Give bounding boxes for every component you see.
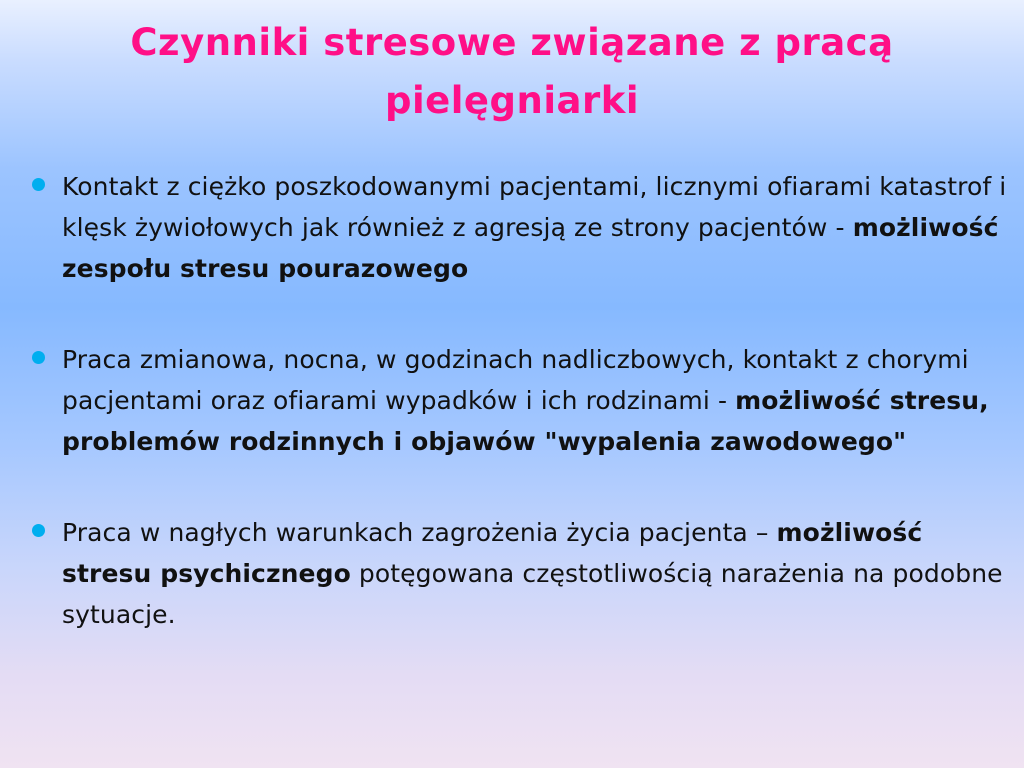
title-line-2: pielęgniarki [384,79,640,122]
bullet-trailing-text: potęgowana częstotliwością narażenia na podobne sytuacje. [62,559,1003,629]
bullet-dot-icon [32,178,45,191]
bullet-list [30,166,1010,635]
bullet-text: Kontakt z ciężko poszkodowanymi pacjentami, licznymi ofiarami katastrof i klęsk żywiołowych jak również z agresją ze strony pacjentów - [62,172,1007,242]
bullet-item [30,166,1010,289]
bullet-text: Praca w nagłych warunkach zagrożenia życia pacjenta – [62,518,777,547]
bullet-dot-icon [32,524,45,537]
bullet-bold-text: możliwość stresu, problemów rodzinnych i objawów "wypalenia zawodowego" [62,386,989,456]
slide-title [40,14,984,130]
bullet-bold-text: możliwość stresu psychicznego [62,518,923,588]
title-line-1: Czynniki stresowe związane z pracą [130,21,894,64]
bullet-text: Praca zmianowa, nocna, w godzinach nadliczbowych, kontakt z chorymi pacjentami oraz ofiarami wypadków i ich rodzinami - [62,345,969,415]
bullet-item [30,512,1010,635]
bullet-dot-icon [32,351,45,364]
bullet-bold-text: możliwość zespołu stresu pourazowego [62,213,999,283]
bullet-item [30,339,1010,462]
